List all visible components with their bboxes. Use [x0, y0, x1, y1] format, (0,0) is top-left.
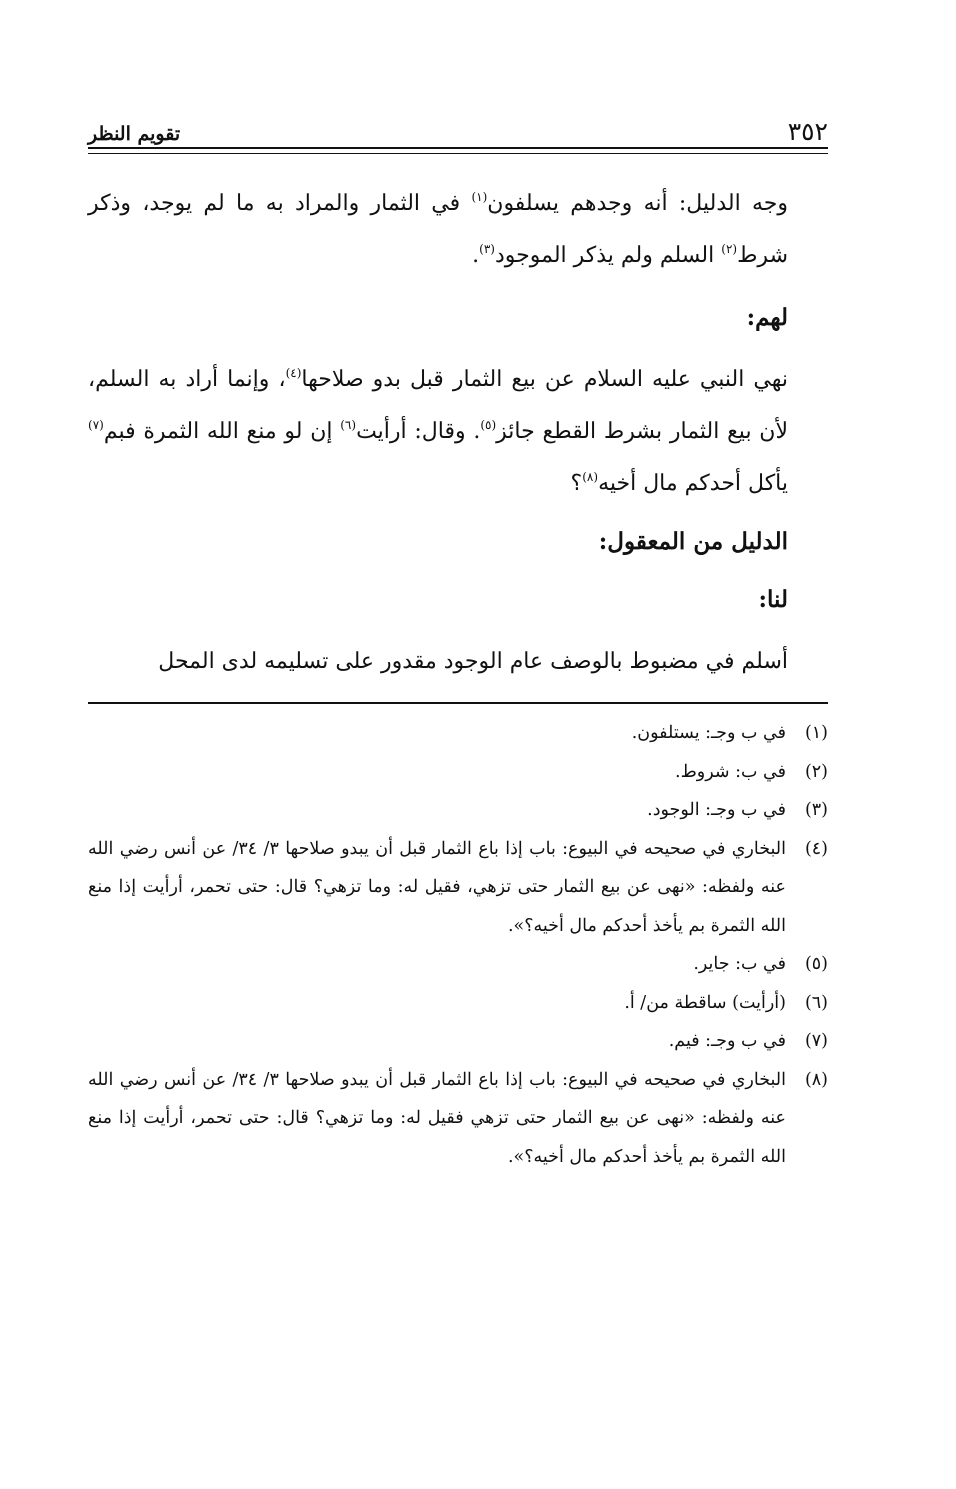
paragraph-evidence	[88, 178, 788, 282]
page-number: ٣٥٢	[787, 117, 828, 146]
paragraph-opponents	[88, 354, 788, 510]
header-rule-thin	[88, 153, 828, 154]
heading-lahum: لهم:	[746, 304, 788, 331]
text-run: ؟	[570, 471, 583, 496]
paragraph-our-argument: أسلم في مضبوط بالوصف عام الوجود مقدور على تسليمه لدى المحل	[158, 649, 788, 674]
footnote-text: البخاري في صحيحه في البيوع: باب إذا باع الثمار قبل أن يبدو صلاحها ٣/ ٣٤/ عن أنس رضي الله عنه ولفظه: «نهى عن بيع الثمار حتى تزهي فقيل له: وما تزهي؟ قال: حتى تحمر، أرأيت إذا منع الله الثمرة بم يأخذ أحدكم مال أخيه؟».	[88, 1069, 786, 1167]
footnote-number: (١)	[804, 723, 828, 743]
text-run: .	[472, 243, 480, 268]
main-text	[88, 178, 788, 688]
footnote-number: (٣)	[804, 800, 828, 820]
footnote-ref-8[interactable]: (٨)	[582, 470, 599, 484]
footnote-item	[88, 714, 828, 753]
footnote-number: (٤)	[804, 838, 828, 859]
footnotes	[88, 714, 828, 1176]
text-run: السلم ولم يذكر الموجود	[494, 243, 722, 268]
footnote-ref-4[interactable]: (٤)	[285, 366, 302, 380]
footnote-item	[88, 1022, 828, 1061]
footnote-number: (٧)	[804, 1031, 828, 1051]
footnote-text: البخاري في صحيحه في البيوع: باب إذا باع الثمار قبل أن يبدو صلاحها ٣/ ٣٤/ عن أنس رضي الله عنه ولفظه: «نهى عن بيع الثمار حتى تزهي، فقيل له: وما تزهي؟ قال: حتى تحمر، أرأيت إذا منع الله الثمرة بم يأخذ أحدكم مال أخيه؟».	[88, 838, 786, 936]
footnote-text: في ب: جاير.	[693, 954, 786, 974]
heading-rational-evidence: الدليل من المعقول:	[598, 528, 788, 555]
text-run: ، وإنما أراد به السلم، لأن بيع الثمار بشرط القطع جائز	[88, 367, 789, 444]
text-run: إن لو منع الله الثمرة فبم	[103, 419, 341, 444]
footnote-item	[88, 1061, 828, 1177]
footnote-text: في ب وجـ: يستلفون.	[631, 723, 786, 743]
text-run: في الثمار والمراد به ما لم يوجد، وذكر شرط	[88, 191, 788, 268]
footnote-text: في ب: شروط.	[675, 761, 786, 782]
footnote-item	[88, 830, 828, 946]
heading-lana: لنا:	[758, 586, 788, 613]
footnote-ref-5[interactable]: (٥)	[480, 418, 497, 432]
page-header	[88, 104, 828, 144]
footnote-text: في ب وجـ: فيم.	[668, 1031, 786, 1051]
footnote-ref-1[interactable]: (١)	[471, 190, 488, 204]
footnote-ref-7[interactable]: (٧)	[88, 418, 104, 432]
text-run: وجه الدليل: أنه وجدهم يسلفون	[487, 191, 788, 216]
footnote-text: في ب وجـ: الوجود.	[647, 800, 786, 820]
running-title: تقويم النظر	[88, 123, 181, 145]
footnote-ref-3[interactable]: (٣)	[479, 242, 495, 256]
text-run: يأكل أحدكم مال أخيه	[598, 471, 788, 496]
footnote-separator	[88, 702, 828, 704]
footnote-item	[88, 984, 828, 1023]
footnote-text: (أرأيت) ساقطة من/ أ.	[624, 992, 786, 1013]
footnote-item	[88, 791, 828, 830]
text-run: نهي النبي عليه السلام عن بيع الثمار قبل بدو صلاحها	[301, 367, 788, 392]
footnote-ref-6[interactable]: (٦)	[340, 418, 357, 432]
footnote-ref-2[interactable]: (٢)	[721, 242, 738, 256]
footnote-item	[88, 753, 828, 792]
footnote-item	[88, 945, 828, 984]
footnote-number: (٢)	[804, 761, 828, 782]
footnote-number: (٨)	[804, 1069, 828, 1090]
footnote-number: (٥)	[804, 954, 828, 974]
header-rule-thick	[88, 147, 828, 149]
footnote-number: (٦)	[804, 992, 828, 1013]
text-run: . وقال: أرأيت	[356, 419, 481, 444]
